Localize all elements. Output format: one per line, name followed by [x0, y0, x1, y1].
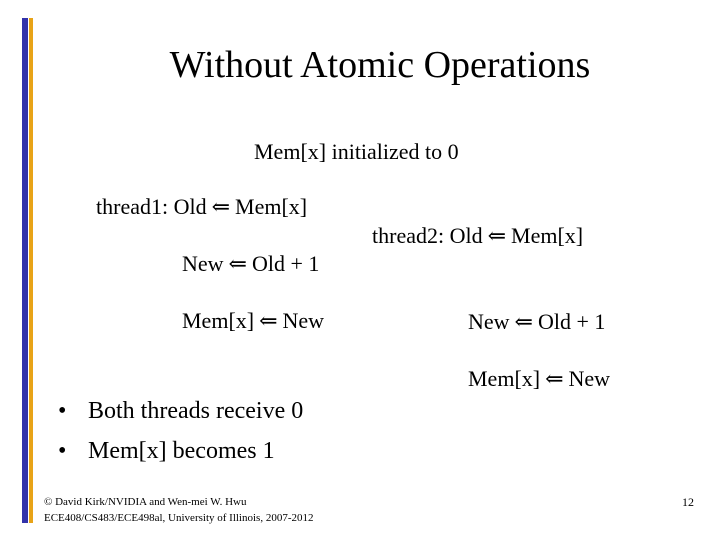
bullet-text: Mem[x] becomes 1: [88, 438, 275, 464]
thread1-read-src: Mem[x]: [235, 194, 308, 219]
thread2-compute-expr: Old + 1: [537, 309, 606, 334]
thread1-read-label: thread1: Old: [96, 194, 207, 219]
thread2-read-line: [372, 223, 583, 249]
thread1-compute-line: [182, 251, 319, 277]
thread2-write-line: [468, 366, 610, 392]
thread2-read-src: Mem[x]: [511, 223, 584, 248]
bullet-list: [58, 391, 303, 471]
thread2-write-dst: Mem[x]: [468, 366, 541, 391]
left-accent-bar-blue: [22, 18, 28, 523]
init-line: Mem[x] initialized to 0: [254, 139, 459, 164]
thread1-write-dst: Mem[x]: [182, 308, 255, 333]
thread2-compute-line: [468, 309, 605, 335]
slide-title: Without Atomic Operations: [169, 44, 591, 86]
thread1-write-line: [182, 308, 324, 334]
footer-copyright: [44, 494, 314, 526]
left-arrow-icon: ⇐: [259, 308, 278, 333]
left-arrow-icon: ⇐: [211, 194, 231, 219]
left-accent-bar-gold: [29, 18, 33, 523]
thread1-compute-dst: New: [182, 251, 224, 276]
thread1-compute-expr: Old + 1: [251, 251, 320, 276]
bullet-item: [58, 391, 303, 431]
bullet-icon: •: [58, 438, 67, 464]
left-arrow-icon: ⇐: [228, 251, 247, 276]
thread2-write-src: New: [568, 366, 611, 391]
left-arrow-icon: ⇐: [545, 366, 564, 391]
bullet-text: Both threads receive 0: [88, 398, 304, 424]
thread1-write-src: New: [282, 308, 325, 333]
footer-line-2: ECE408/CS483/ECE498al, University of Illinois, 2007-2012: [44, 512, 314, 524]
thread2-read-label: thread2: Old: [372, 223, 483, 248]
thread1-read-line: [96, 194, 307, 220]
thread2-compute-dst: New: [468, 309, 510, 334]
left-arrow-icon: ⇐: [514, 309, 533, 334]
left-arrow-icon: ⇐: [487, 223, 507, 248]
footer-line-1: © David Kirk/NVIDIA and Wen-mei W. Hwu: [44, 496, 247, 508]
bullet-icon: •: [58, 398, 67, 424]
page-number: 12: [682, 495, 694, 509]
bullet-item: [58, 431, 303, 471]
